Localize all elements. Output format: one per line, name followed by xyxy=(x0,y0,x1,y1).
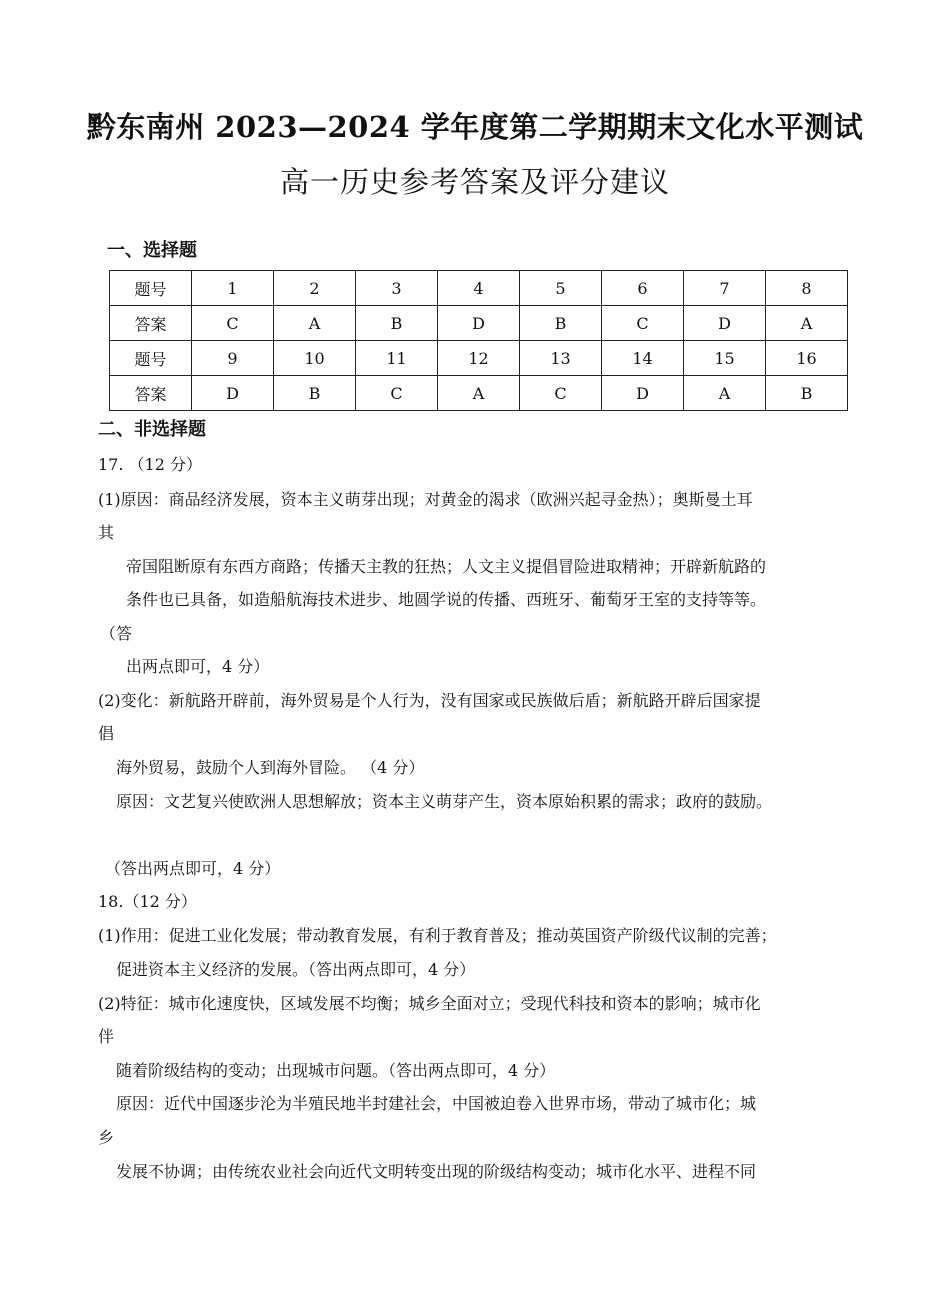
table-cell: D xyxy=(438,306,520,341)
table-cell: D xyxy=(192,376,274,411)
text-line: (2)变化：新航路开辟前，海外贸易是个人行为，没有国家或民族做后盾；新航路开辟后国家提 xyxy=(98,691,761,710)
table-cell: 8 xyxy=(766,271,848,306)
text-line: 出两点即可，4 分） xyxy=(126,657,270,676)
section-heading-choice: 一、选择题 xyxy=(107,240,197,261)
text-line: (1)作用：促进工业化发展；带动教育发展，有利于教育普及；推动英国资产阶级代议制的完善； xyxy=(98,926,777,945)
question-18-header: 18.（12 分） xyxy=(98,892,197,911)
table-cell: C xyxy=(356,376,438,411)
text-line: 海外贸易，鼓励个人到海外冒险。 （4 分） xyxy=(116,758,425,777)
table-cell: A xyxy=(684,376,766,411)
question-17-header: 17. （12 分） xyxy=(98,455,202,474)
text-line: 帝国阻断原有东西方商路；传播天主教的狂热；人文主义提倡冒险进取精神；开辟新航路的 xyxy=(126,557,767,576)
page-subtitle: 高一历史参考答案及评分建议 xyxy=(279,165,670,199)
table-cell: 11 xyxy=(356,341,438,376)
table-row xyxy=(110,341,848,376)
text-line: （答 xyxy=(100,624,133,643)
table-cell: 16 xyxy=(766,341,848,376)
text-line: 发展不协调；由传统农业社会向近代文明转变出现的阶级结构变动；城市化水平、进程不同 xyxy=(116,1162,757,1181)
text-line: 倡 xyxy=(98,724,115,743)
table-cell: 12 xyxy=(438,341,520,376)
text-line: 随着阶级结构的变动；出现城市问题。（答出两点即可，4 分） xyxy=(116,1061,556,1080)
table-cell: D xyxy=(602,376,684,411)
table-cell: C xyxy=(602,306,684,341)
table-cell: A xyxy=(274,306,356,341)
page-title: 黔东南州 2023—2024 学年度第二学期期末文化水平测试 xyxy=(86,110,864,144)
table-cell: 5 xyxy=(520,271,602,306)
table-cell: 14 xyxy=(602,341,684,376)
text-line: (1)原因：商品经济发展，资本主义萌芽出现；对黄金的渴求（欧洲兴起寻金热）；奥斯曼土耳 xyxy=(98,490,753,509)
table-cell: 10 xyxy=(274,341,356,376)
row-label: 答案 xyxy=(110,376,192,411)
text-line: 条件也已具备，如造船航海技术进步、地圆学说的传播、西班牙、葡萄牙王室的支持等等。 xyxy=(126,590,767,609)
table-cell: 4 xyxy=(438,271,520,306)
table-cell: B xyxy=(356,306,438,341)
table-row xyxy=(110,376,848,411)
table-cell: A xyxy=(766,306,848,341)
text-line: 促进资本主义经济的发展。（答出两点即可，4 分） xyxy=(116,960,476,979)
table-cell: B xyxy=(274,376,356,411)
table-cell: 3 xyxy=(356,271,438,306)
row-label: 答案 xyxy=(110,306,192,341)
row-label: 题号 xyxy=(110,341,192,376)
table-cell: C xyxy=(520,376,602,411)
table-cell: 15 xyxy=(684,341,766,376)
table-cell: B xyxy=(766,376,848,411)
table-cell: 9 xyxy=(192,341,274,376)
answer-table xyxy=(109,270,848,411)
text-line: 乡 xyxy=(98,1128,115,1147)
table-row xyxy=(110,306,848,341)
text-line: （答出两点即可，4 分） xyxy=(105,859,281,878)
table-row xyxy=(110,271,848,306)
table-cell: C xyxy=(192,306,274,341)
text-line: 原因：文艺复兴使欧洲人思想解放；资本主义萌芽产生，资本原始积累的需求；政府的鼓励。 xyxy=(116,792,773,811)
text-line: (2)特征：城市化速度快，区域发展不均衡；城乡全面对立；受现代科技和资本的影响；城市化 xyxy=(98,994,761,1013)
table-cell: 13 xyxy=(520,341,602,376)
table-cell: 6 xyxy=(602,271,684,306)
table-cell: B xyxy=(520,306,602,341)
table-cell: D xyxy=(684,306,766,341)
row-label: 题号 xyxy=(110,271,192,306)
text-line: 原因：近代中国逐步沦为半殖民地半封建社会，中国被迫卷入世界市场，带动了城市化；城 xyxy=(116,1094,757,1113)
table-cell: 2 xyxy=(274,271,356,306)
section-heading-nonchoice: 二、非选择题 xyxy=(98,419,206,440)
table-cell: 1 xyxy=(192,271,274,306)
table-cell: 7 xyxy=(684,271,766,306)
table-cell: A xyxy=(438,376,520,411)
text-line: 其 xyxy=(98,523,115,542)
text-line: 伴 xyxy=(98,1027,115,1046)
